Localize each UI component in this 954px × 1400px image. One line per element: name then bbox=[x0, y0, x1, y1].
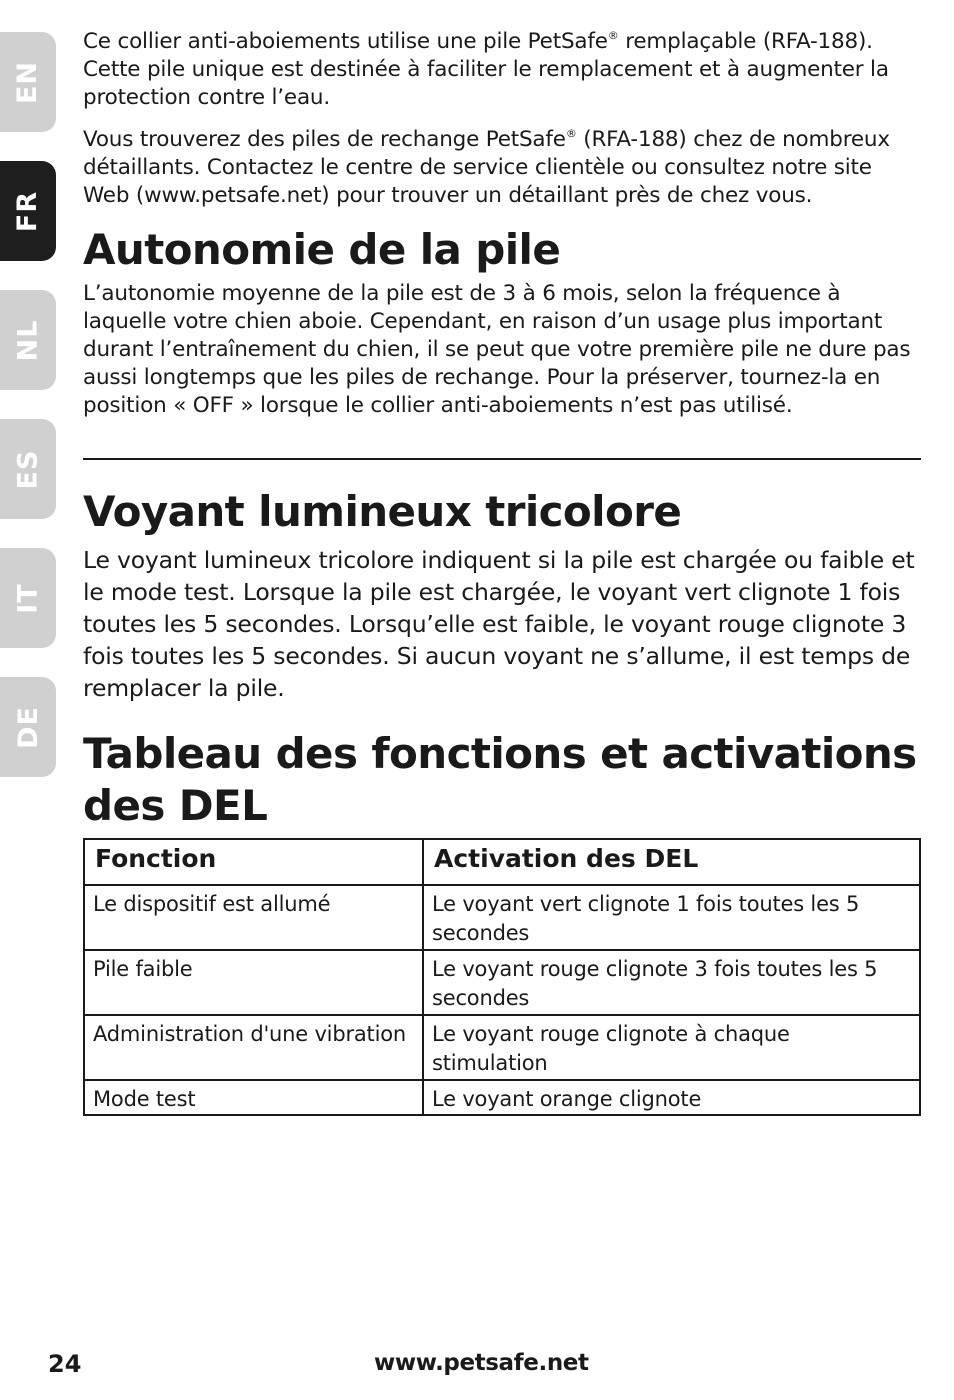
table-cell: Le dispositif est allumé bbox=[84, 885, 423, 950]
table-cell: Pile faible bbox=[84, 950, 423, 1015]
battery-life-heading: Autonomie de la pile bbox=[83, 225, 561, 274]
tab-nl[interactable] bbox=[0, 290, 56, 390]
table-cell: Mode test bbox=[84, 1080, 423, 1115]
registered-mark: ® bbox=[565, 127, 577, 140]
table-row bbox=[84, 1015, 920, 1080]
tab-fr-label: FR bbox=[12, 190, 44, 232]
table-cell: Le voyant rouge clignote 3 fois toutes les 5 secondes bbox=[423, 950, 920, 1015]
section-divider bbox=[83, 458, 921, 460]
page-content bbox=[83, 28, 921, 1116]
tab-fr[interactable] bbox=[0, 161, 56, 261]
tab-de-label: DE bbox=[12, 705, 44, 749]
led-table-heading: Tableau des fonctions et activations des DEL bbox=[83, 729, 917, 830]
table-row bbox=[84, 885, 920, 950]
intro-paragraph-1: Ce collier anti-aboiements utilise une pile PetSafe® remplaçable (RFA-188). Cette pile unique est destinée à faciliter le remplacement et à augmenter la protection contre l’eau. bbox=[83, 29, 889, 110]
intro-paragraph-2: Vous trouverez des piles de rechange PetSafe® (RFA-188) chez de nombreux détaillants. Contactez le centre de service clientèle ou consultez notre site Web (www.petsafe.net) pour trouver un détaillant près de chez vous. bbox=[83, 127, 890, 208]
led-function-table bbox=[83, 838, 921, 1116]
tricolor-led-body: Le voyant lumineux tricolore indiquent si la pile est chargée ou faible et le mode test. Lorsque la pile est chargée, le voyant vert clignote 1 fois toutes les 5 secondes. Lorsqu’elle est faible, le voyant rouge clignote 3 fois toutes les 5 secondes. Si aucun voyant ne s’allume, il est temps de remplacer la pile. bbox=[83, 546, 915, 702]
tab-nl-label: NL bbox=[12, 319, 44, 361]
table-cell: Le voyant orange clignote bbox=[423, 1080, 920, 1115]
table-header-row bbox=[84, 839, 920, 885]
tab-es-label: ES bbox=[12, 449, 44, 489]
tab-es[interactable] bbox=[0, 419, 56, 519]
registered-mark: ® bbox=[607, 29, 619, 42]
table-header-function: Fonction bbox=[84, 839, 423, 885]
table-cell: Le voyant vert clignote 1 fois toutes les 5 secondes bbox=[423, 885, 920, 950]
page-number: 24 bbox=[48, 1350, 82, 1378]
tab-en[interactable] bbox=[0, 32, 56, 132]
tab-it-label: IT bbox=[12, 582, 44, 614]
battery-life-body: L’autonomie moyenne de la pile est de 3 à 6 mois, selon la fréquence à laquelle votre chien aboie. Cependant, en raison d’un usage plus important durant l’entraînement du chien, il se peut que votre première pile ne dure pas aussi longtemps que les piles de rechange. Pour la préserver, tournez-la en position « OFF » lorsque le collier anti-aboiements n’est pas utilisé. bbox=[83, 281, 911, 418]
table-row bbox=[84, 1080, 920, 1115]
tricolor-led-heading: Voyant lumineux tricolore bbox=[83, 487, 682, 536]
table-row bbox=[84, 950, 920, 1015]
footer-url[interactable]: www.petsafe.net bbox=[374, 1350, 589, 1376]
tab-it[interactable] bbox=[0, 548, 56, 648]
tab-de[interactable] bbox=[0, 677, 56, 777]
table-header-activation: Activation des DEL bbox=[423, 839, 920, 885]
table-cell: Administration d'une vibration bbox=[84, 1015, 423, 1080]
tab-en-label: EN bbox=[12, 60, 44, 104]
table-cell: Le voyant rouge clignote à chaque stimulation bbox=[423, 1015, 920, 1080]
